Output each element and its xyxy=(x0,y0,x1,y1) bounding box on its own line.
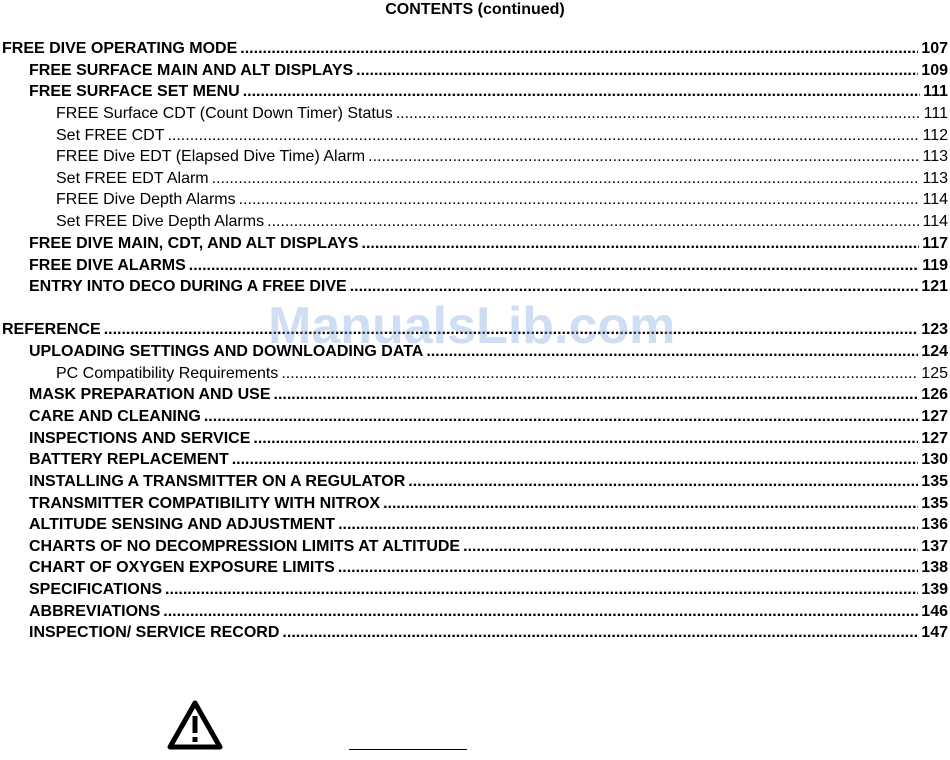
toc-entry[interactable] xyxy=(0,472,948,492)
toc-entry[interactable] xyxy=(0,623,948,643)
watermark: ManualsLib.com xyxy=(268,297,676,355)
toc-entry-page: 137 xyxy=(921,538,948,555)
toc-entry[interactable] xyxy=(0,277,948,297)
toc-entry-page: 114 xyxy=(922,191,948,208)
toc-entry-page: 126 xyxy=(921,386,948,403)
toc-leader-dots xyxy=(368,147,919,167)
toc-entry[interactable] xyxy=(0,515,948,535)
toc-entry-title: FREE Dive EDT (Elapsed Dive Time) Alarm xyxy=(56,148,366,165)
toc-entry-page: 111 xyxy=(923,105,948,122)
toc-leader-dots xyxy=(338,558,918,578)
toc-entry-title: FREE DIVE ALARMS xyxy=(29,257,186,274)
toc-entry-page: 130 xyxy=(921,451,948,468)
toc-entry-page: 127 xyxy=(921,430,948,447)
toc-entry-title: BATTERY REPLACEMENT xyxy=(29,451,229,468)
toc-entry-page: 146 xyxy=(921,603,948,620)
toc-leader-dots xyxy=(204,407,918,427)
toc-entry-title: FREE SURFACE SET MENU xyxy=(29,83,240,100)
toc-leader-dots xyxy=(408,472,918,492)
toc-entry-page: 139 xyxy=(921,581,948,598)
toc-entry-title: CHARTS OF NO DECOMPRESSION LIMITS AT ALTITUDE xyxy=(29,538,461,555)
toc-leader-dots xyxy=(212,169,920,189)
toc-leader-dots xyxy=(362,234,920,254)
toc-leader-dots xyxy=(350,277,919,297)
toc-entry-title: SPECIFICATIONS xyxy=(29,581,163,598)
toc-leader-dots xyxy=(167,126,919,146)
toc-entry-title: Set FREE EDT Alarm xyxy=(56,170,209,187)
toc-entry-title: FREE DIVE OPERATING MODE xyxy=(2,40,238,57)
toc-leader-dots xyxy=(239,190,920,210)
toc-entry[interactable] xyxy=(0,580,948,600)
toc-entry[interactable] xyxy=(0,39,948,59)
toc-leader-dots xyxy=(383,494,918,514)
toc-entry-page: 124 xyxy=(921,343,948,360)
toc-entry-page: 138 xyxy=(921,559,948,576)
toc-leader-dots xyxy=(281,364,918,384)
toc-leader-dots xyxy=(253,429,918,449)
toc-leader-dots xyxy=(243,82,920,102)
toc-leader-dots xyxy=(463,537,918,557)
toc-entry-page: 109 xyxy=(921,62,948,79)
toc-leader-dots xyxy=(232,450,919,470)
toc-entry-page: 113 xyxy=(922,148,948,165)
toc-entry[interactable] xyxy=(0,407,948,427)
toc-entry[interactable] xyxy=(0,429,948,449)
toc-entry-page: 135 xyxy=(921,473,948,490)
toc-entry[interactable] xyxy=(0,126,948,146)
toc-entry[interactable] xyxy=(0,104,948,124)
toc-entry-title: FREE DIVE MAIN, CDT, AND ALT DISPLAYS xyxy=(29,235,359,252)
toc-entry-page: 119 xyxy=(922,257,948,274)
footer-rule xyxy=(349,749,467,750)
toc-entry-page: 111 xyxy=(923,83,948,100)
toc-entry-page: 125 xyxy=(921,365,948,382)
toc-entry[interactable] xyxy=(0,385,948,405)
toc-entry-title: PC Compatibility Requirements xyxy=(56,365,279,382)
toc-entry[interactable] xyxy=(0,61,948,81)
toc-entry-title: ALTITUDE SENSING AND ADJUSTMENT xyxy=(29,516,336,533)
toc-leader-dots xyxy=(189,256,919,276)
toc-entry-title: INSPECTIONS AND SERVICE xyxy=(29,430,251,447)
toc-entry[interactable] xyxy=(0,320,948,340)
toc-entry[interactable] xyxy=(0,450,948,470)
page-title: CONTENTS (continued) xyxy=(385,1,565,18)
toc-leader-dots xyxy=(163,602,918,622)
toc-leader-dots xyxy=(240,39,918,59)
toc-entry-page: 121 xyxy=(921,278,948,295)
toc-entry[interactable] xyxy=(0,602,948,622)
toc-entry[interactable] xyxy=(0,558,948,578)
toc-entry[interactable] xyxy=(0,494,948,514)
toc-entry[interactable] xyxy=(0,190,948,210)
toc-leader-dots xyxy=(282,623,918,643)
toc-leader-dots xyxy=(165,580,918,600)
toc-leader-dots xyxy=(356,61,918,81)
toc-leader-dots xyxy=(338,515,918,535)
toc-entry-page: 113 xyxy=(922,170,948,187)
toc-leader-dots xyxy=(104,320,919,340)
toc-entry-page: 123 xyxy=(921,321,948,338)
toc-entry-page: 147 xyxy=(921,624,948,641)
toc-entry-title: MASK PREPARATION AND USE xyxy=(29,386,271,403)
toc-entry-title: CARE AND CLEANING xyxy=(29,408,201,425)
warning-triangle-icon xyxy=(167,700,223,750)
toc-leader-dots xyxy=(274,385,919,405)
toc-entry[interactable] xyxy=(0,342,948,362)
toc-entry-title: TRANSMITTER COMPATIBILITY WITH NITROX xyxy=(29,495,381,512)
toc-entry-page: 135 xyxy=(921,495,948,512)
toc-entry[interactable] xyxy=(0,169,948,189)
toc-entry-title: FREE Dive Depth Alarms xyxy=(56,191,236,208)
toc-entry-title: FREE Surface CDT (Count Down Timer) Status xyxy=(56,105,393,122)
toc-entry[interactable] xyxy=(0,212,948,232)
toc-leader-dots xyxy=(396,104,921,124)
toc-entry-title: INSPECTION/ SERVICE RECORD xyxy=(29,624,280,641)
toc-entry[interactable] xyxy=(0,147,948,167)
toc-entry[interactable] xyxy=(0,234,948,254)
toc-entry-title: REFERENCE xyxy=(2,321,101,338)
toc-leader-dots xyxy=(426,342,918,362)
toc-entry-title: INSTALLING A TRANSMITTER ON A REGULATOR xyxy=(29,473,406,490)
toc-entry-page: 117 xyxy=(922,235,948,252)
toc-leader-dots xyxy=(267,212,919,232)
toc-entry-title: FREE SURFACE MAIN AND ALT DISPLAYS xyxy=(29,62,354,79)
toc-entry[interactable] xyxy=(0,537,948,557)
toc-entry-page: 107 xyxy=(921,40,948,57)
toc-entry-title: Set FREE Dive Depth Alarms xyxy=(56,213,265,230)
toc-entry-title: ENTRY INTO DECO DURING A FREE DIVE xyxy=(29,278,347,295)
toc-entry[interactable] xyxy=(0,364,948,384)
toc-entry-page: 112 xyxy=(922,127,948,144)
toc-entry-title: CHART OF OXYGEN EXPOSURE LIMITS xyxy=(29,559,335,576)
toc-entry-page: 136 xyxy=(921,516,948,533)
toc-entry-title: UPLOADING SETTINGS AND DOWNLOADING DATA xyxy=(29,343,424,360)
toc-entry-page: 127 xyxy=(921,408,948,425)
toc-entry-page: 114 xyxy=(922,213,948,230)
toc-entry-title: ABBREVIATIONS xyxy=(29,603,161,620)
toc-entry[interactable] xyxy=(0,256,948,276)
toc-entry[interactable] xyxy=(0,82,948,102)
toc-entry-title: Set FREE CDT xyxy=(56,127,165,144)
